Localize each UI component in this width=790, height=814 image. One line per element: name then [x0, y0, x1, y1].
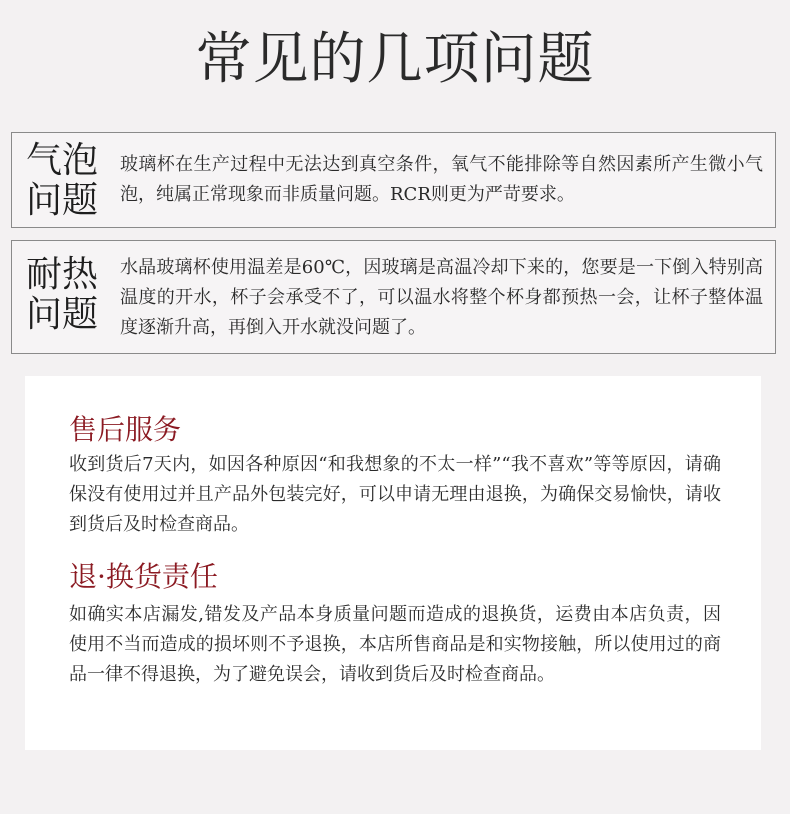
- returns-heading: 退·换货责任: [69, 560, 218, 593]
- faq-heat-box: [11, 240, 776, 354]
- faq-heat-label: [26, 255, 106, 335]
- faq-bubbles-label: [26, 141, 106, 221]
- faq-label-line: 问题: [26, 294, 99, 335]
- faq-bubbles-text: 玻璃杯在生产过程中无法达到真空条件，氧气不能排除等自然因素所产生微小气泡，纯属正常现象而非质量问题。RCR则更为严苛要求。: [120, 154, 763, 205]
- service-card: [25, 376, 761, 750]
- faq-heat-text: 水晶玻璃杯使用温差是60℃，因玻璃是高温冷却下来的，您要是一下倒入特别高温度的开水，杯子会承受不了，可以温水将整个杯身都预热一会，让杯子整体温度逐渐升高，再倒入开水就没问题了。: [120, 257, 763, 338]
- after-sales-text: 收到货后7天内，如因各种原因“和我想象的不太一样”“我不喜欢”等等原因，请确保没有使用过并且产品外包装完好，可以申请无理由退换，为确保交易愉快，请收到货后及时检查商品。: [69, 454, 721, 535]
- faq-bubbles-box: [11, 132, 776, 228]
- page-title: 常见的几项问题: [195, 27, 595, 92]
- faq-label-line: 问题: [26, 180, 99, 221]
- returns-text: 如确实本店漏发,错发及产品本身质量问题而造成的退换货，运费由本店负责，因使用不当而造成的损坏则不予退换，本店所售商品是和实物接触，所以使用过的商品一律不得退换，为了避免误会，请收到货后及时检查商品。: [69, 604, 721, 685]
- after-sales-heading: 售后服务: [69, 413, 182, 446]
- faq-label-line: 耐热: [26, 254, 99, 295]
- faq-label-line: 气泡: [26, 140, 99, 181]
